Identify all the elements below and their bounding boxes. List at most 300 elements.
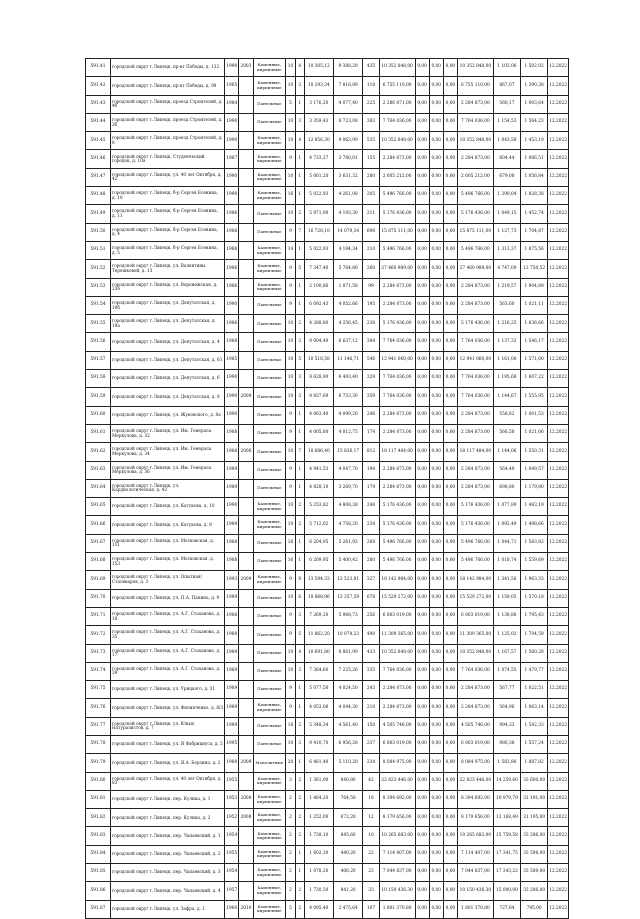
year-built-cell: 1988 — [225, 424, 239, 442]
fund-cost-cell: 0,00 — [415, 333, 429, 351]
local-cost-cell: 0,00 — [443, 241, 457, 259]
fund-cost-cell: 0,00 — [415, 498, 429, 516]
max-unit-cost-cell: 1 704,87 — [521, 223, 548, 241]
wall-material-cell: Панельные — [253, 333, 286, 351]
living-area-cell: 3 631,32 — [333, 168, 362, 186]
max-unit-cost-cell: 1 546,17 — [521, 333, 548, 351]
row-number-cell: 591.86 — [86, 882, 111, 900]
local-cost-cell: 0,00 — [443, 278, 457, 296]
local-cost-cell: 0,00 — [443, 479, 457, 497]
deadline-cell: 12.2022 — [548, 315, 569, 333]
fund-cost-cell: 0,00 — [415, 516, 429, 534]
residents-cell: 194 — [363, 461, 379, 479]
row-number-cell: 591.67 — [86, 534, 111, 552]
deadline-cell: 12.2022 — [548, 406, 569, 424]
wall-material-cell: Каменные, кирпичные — [253, 241, 286, 259]
fund-cost-cell: 0,00 — [415, 461, 429, 479]
living-area-cell: 4 193,30 — [333, 205, 362, 223]
owners-cost-cell: 2 284 873,00 — [457, 681, 493, 699]
entrances-cell: 3 — [295, 113, 304, 131]
deadline-cell: 12.2022 — [548, 260, 569, 278]
year-built-cell: 1988 — [225, 607, 239, 625]
max-unit-cost-cell: 1 875,56 — [521, 241, 548, 259]
total-area-cell: 6 092,43 — [304, 296, 333, 314]
address-cell: городской округ г.Липецк, ул. Кардиологическая, д. 42 — [111, 479, 225, 497]
floors-cell: 16 — [286, 187, 296, 205]
owners-cost-cell: 18 117 484,00 — [457, 443, 493, 461]
wall-material-cell: Каменные, кирпичные — [253, 699, 286, 717]
owners-cost-cell: 5 496 766,00 — [457, 553, 493, 571]
fund-cost-cell: 0,00 — [415, 845, 429, 863]
living-area-cell: 4 012,75 — [333, 424, 362, 442]
budget-cost-cell: 0,00 — [429, 553, 443, 571]
unit-cost-cell: 566,58 — [493, 424, 520, 442]
table-row — [86, 882, 569, 900]
local-cost-cell: 0,00 — [443, 461, 457, 479]
row-number-cell: 591.65 — [86, 498, 111, 516]
wall-material-cell: Панельные — [253, 315, 286, 333]
total-area-cell: 1 602,30 — [304, 845, 333, 863]
max-unit-cost-cell: 1 179,80 — [521, 479, 548, 497]
address-cell: городской округ г.Липецк, пер. Кулика, д. 1 — [111, 790, 225, 808]
fund-cost-cell: 0,00 — [415, 681, 429, 699]
address-cell: городской округ г.Липецк, ул. Катукова, д. 10 — [111, 498, 225, 516]
address-cell: городской округ г.Липецк, ул. Им. Генерала Меркулова, д. 36 — [111, 461, 225, 479]
wall-material-cell: Каменные, кирпичные — [253, 571, 286, 589]
local-cost-cell: 0,00 — [443, 333, 457, 351]
total-area-cell: 7 364,60 — [304, 662, 333, 680]
total-cost-cell: 6 803 019,00 — [379, 607, 415, 625]
total-area-cell: 5 712,02 — [304, 516, 333, 534]
entrances-cell: 7 — [295, 223, 304, 241]
year-renovated-cell — [239, 864, 253, 882]
unit-cost-cell: 1 074,55 — [493, 662, 520, 680]
floors-cell: 10 — [286, 333, 296, 351]
address-cell: городской округ г.Липецк, ул. Им. Генерала Меркулова, д. 32 — [111, 424, 225, 442]
row-number-cell: 591.74 — [86, 662, 111, 680]
unit-cost-cell: 1 159,05 — [493, 589, 520, 607]
total-cost-cell: 2 284 873,00 — [379, 681, 415, 699]
owners-cost-cell: 5 176 436,00 — [457, 498, 493, 516]
owners-cost-cell: 2 605 212,00 — [457, 168, 493, 186]
year-built-cell: 1990 — [225, 168, 239, 186]
year-renovated-cell — [239, 205, 253, 223]
owners-cost-cell: 2 284 873,00 — [457, 150, 493, 168]
wall-material-cell: Каменные, кирпичные — [253, 790, 286, 808]
wall-material-cell: Панельные — [253, 113, 286, 131]
year-built-cell: 1990 — [225, 296, 239, 314]
row-number-cell: 591.71 — [86, 607, 111, 625]
fund-cost-cell: 0,00 — [415, 809, 429, 827]
wall-material-cell: Панельные — [253, 95, 286, 113]
living-area-cell: 845,60 — [333, 827, 362, 845]
fund-cost-cell: 0,00 — [415, 754, 429, 772]
year-built-cell: 1986 — [225, 278, 239, 296]
floors-cell: 9 — [286, 461, 296, 479]
entrances-cell: 2 — [295, 790, 304, 808]
owners-cost-cell: 2 284 873,00 — [457, 95, 493, 113]
year-renovated-cell — [239, 479, 253, 497]
wall-material-cell: Панельные — [253, 406, 286, 424]
total-cost-cell: 1 801 370,80 — [379, 900, 415, 918]
local-cost-cell: 0,00 — [443, 443, 457, 461]
wall-material-cell: Каменные, кирпичные — [253, 772, 286, 790]
max-unit-cost-cell: 1 555,95 — [521, 388, 548, 406]
fund-cost-cell: 0,00 — [415, 607, 429, 625]
living-area-cell: 15 836,17 — [333, 443, 362, 461]
fund-cost-cell: 0,00 — [415, 699, 429, 717]
table-row — [86, 845, 569, 863]
fund-cost-cell: 0,00 — [415, 278, 429, 296]
deadline-cell: 12.2022 — [548, 571, 569, 589]
address-cell: городской округ г.Липецк, ул. Московская, д. 151 — [111, 534, 225, 552]
unit-cost-cell: 558,62 — [493, 406, 520, 424]
budget-cost-cell: 0,00 — [429, 882, 443, 900]
max-unit-cost-cell: 1 963,33 — [521, 571, 548, 589]
document-page — [85, 58, 569, 919]
entrances-cell: 1 — [295, 479, 304, 497]
unit-cost-cell: 980,38 — [493, 735, 520, 753]
total-area-cell: 4 941,53 — [304, 461, 333, 479]
entrances-cell: 1 — [295, 461, 304, 479]
fund-cost-cell: 0,00 — [415, 827, 429, 845]
year-renovated-cell — [239, 461, 253, 479]
entrances-cell: 1 — [295, 278, 304, 296]
floors-cell: 10 — [286, 113, 296, 131]
unit-cost-cell: 1 195,68 — [493, 370, 520, 388]
wall-material-cell: Панельные — [253, 735, 286, 753]
local-cost-cell: 0,00 — [443, 113, 457, 131]
floors-cell: 10 — [286, 370, 296, 388]
year-built-cell: 1989 — [225, 589, 239, 607]
row-number-cell: 591.61 — [86, 424, 111, 442]
wall-material-cell: Каменные, кирпичные — [253, 168, 286, 186]
deadline-cell: 12.2022 — [548, 553, 569, 571]
wall-material-cell: Панельные — [253, 717, 286, 735]
local-cost-cell: 0,00 — [443, 845, 457, 863]
year-renovated-cell — [239, 699, 253, 717]
owners-cost-cell: 2 284 873,00 — [457, 278, 493, 296]
entrances-cell: 1 — [295, 845, 304, 863]
living-area-cell: 5 261,93 — [333, 534, 362, 552]
year-built-cell: 1993 — [225, 571, 239, 589]
total-area-cell: 4 005,80 — [304, 424, 333, 442]
unit-cost-cell: 12 168,49 — [493, 809, 520, 827]
living-area-cell: 840,80 — [333, 772, 362, 790]
max-unit-cost-cell: 1 571,00 — [521, 351, 548, 369]
year-renovated-cell — [239, 223, 253, 241]
address-cell: городской округ г.Липецк, ул. П.А. Папина, д. 9 — [111, 589, 225, 607]
total-area-cell: 18 686,40 — [304, 443, 333, 461]
total-area-cell: 5 061,20 — [304, 168, 333, 186]
residents-cell: 383 — [363, 113, 379, 131]
owners-cost-cell: 12 941 060,00 — [457, 351, 493, 369]
table-row — [86, 790, 569, 808]
year-built-cell: 1987 — [225, 150, 239, 168]
owners-cost-cell: 5 496 766,00 — [457, 241, 493, 259]
total-area-cell: 1 738,10 — [304, 827, 333, 845]
floors-cell: 10 — [286, 516, 296, 534]
budget-cost-cell: 0,00 — [429, 388, 443, 406]
total-area-cell: 5 253,82 — [304, 498, 333, 516]
budget-cost-cell: 0,00 — [429, 644, 443, 662]
table-row — [86, 113, 569, 131]
total-cost-cell: 5 496 766,00 — [379, 534, 415, 552]
living-area-cell: 406,20 — [333, 864, 362, 882]
unit-cost-cell: 560,17 — [493, 95, 520, 113]
year-renovated-cell: 2008 — [239, 790, 253, 808]
total-cost-cell: 7 764 036,00 — [379, 388, 415, 406]
residents-cell: 433 — [363, 644, 379, 662]
budget-cost-cell: 0,00 — [429, 424, 443, 442]
floors-cell: 2 — [286, 882, 296, 900]
owners-cost-cell: 7 764 036,00 — [457, 388, 493, 406]
year-renovated-cell — [239, 772, 253, 790]
residents-cell: 243 — [363, 681, 379, 699]
floors-cell: 9 — [286, 150, 296, 168]
local-cost-cell: 0,00 — [443, 370, 457, 388]
row-number-cell: 591.84 — [86, 845, 111, 863]
row-number-cell: 591.43 — [86, 95, 111, 113]
row-number-cell: 591.48 — [86, 187, 111, 205]
deadline-cell: 12.2022 — [548, 77, 569, 95]
max-unit-cost-cell: 12 750,52 — [521, 260, 548, 278]
total-area-cell: 4 053,06 — [304, 699, 333, 717]
year-built-cell: 1989 — [225, 644, 239, 662]
fund-cost-cell: 0,00 — [415, 388, 429, 406]
budget-cost-cell: 0,00 — [429, 370, 443, 388]
entrances-cell: 4 — [295, 644, 304, 662]
wall-material-cell: Панельные — [253, 589, 286, 607]
table-row — [86, 296, 569, 314]
year-built-cell: 1990 — [225, 370, 239, 388]
entrances-cell: 2 — [295, 809, 304, 827]
living-area-cell: 4 256,45 — [333, 315, 362, 333]
table-row — [86, 260, 569, 278]
table-row — [86, 754, 569, 772]
residents-cell: 246 — [363, 406, 379, 424]
year-built-cell: 1989 — [225, 516, 239, 534]
owners-cost-cell: 22 823 446,00 — [457, 772, 493, 790]
local-cost-cell: 0,00 — [443, 864, 457, 882]
table-row — [86, 534, 569, 552]
total-cost-cell: 6 755 110,00 — [379, 77, 415, 95]
living-area-cell: 4 184,34 — [333, 241, 362, 259]
row-number-cell: 591.54 — [86, 296, 111, 314]
local-cost-cell: 0,00 — [443, 644, 457, 662]
deadline-cell: 12.2022 — [548, 790, 569, 808]
table-row — [86, 168, 569, 186]
wall-material-cell: Панельные — [253, 479, 286, 497]
row-number-cell: 591.51 — [86, 241, 111, 259]
unit-cost-cell: 1 137,32 — [493, 333, 520, 351]
entrances-cell: 2 — [295, 315, 304, 333]
wall-material-cell: Каменные, кирпичные — [253, 864, 286, 882]
wall-material-cell: Монолитные — [253, 754, 286, 772]
living-area-cell: 672,20 — [333, 809, 362, 827]
entrances-cell: 2 — [295, 900, 304, 918]
year-renovated-cell — [239, 626, 253, 644]
local-cost-cell: 0,00 — [443, 388, 457, 406]
unit-cost-cell: 698,80 — [493, 479, 520, 497]
unit-cost-cell: 1 044,71 — [493, 534, 520, 552]
local-cost-cell: 0,00 — [443, 662, 457, 680]
total-cost-cell: 5 496 766,00 — [379, 241, 415, 259]
row-number-cell: 591.68 — [86, 553, 111, 571]
floors-cell: 10 — [286, 77, 296, 95]
fund-cost-cell: 0,00 — [415, 882, 429, 900]
budget-cost-cell: 0,00 — [429, 699, 443, 717]
residents-cell: 195 — [363, 296, 379, 314]
wall-material-cell: Каменные, кирпичные — [253, 882, 286, 900]
residents-cell: 18 — [363, 790, 379, 808]
unit-cost-cell: 4 747,09 — [493, 260, 520, 278]
deadline-cell: 12.2022 — [548, 717, 569, 735]
total-cost-cell: 6 803 019,00 — [379, 735, 415, 753]
local-cost-cell: 0,00 — [443, 827, 457, 845]
entrances-cell: 1 — [295, 553, 304, 571]
unit-cost-cell: 1 049,15 — [493, 205, 520, 223]
row-number-cell: 591.53 — [86, 278, 111, 296]
table-row — [86, 662, 569, 680]
address-cell: городской округ г.Липецк, ул. 40 лет Октября, д. 83 — [111, 772, 225, 790]
address-cell: городской округ г.Липецк, ул. Депутатская, д. 10б — [111, 296, 225, 314]
fund-cost-cell: 0,00 — [415, 626, 429, 644]
total-cost-cell: 22 823 446,00 — [379, 772, 415, 790]
total-area-cell: 3 359,43 — [304, 113, 333, 131]
year-renovated-cell — [239, 534, 253, 552]
floors-cell: 2 — [286, 845, 296, 863]
total-area-cell: 10 293,34 — [304, 77, 333, 95]
total-cost-cell: 12 941 060,00 — [379, 351, 415, 369]
row-number-cell: 591.63 — [86, 461, 111, 479]
row-number-cell: 591.55 — [86, 315, 111, 333]
unit-cost-cell: 563,60 — [493, 296, 520, 314]
total-cost-cell: 10 150 436,30 — [379, 882, 415, 900]
address-cell: городской округ г.Липецк, ул. Депутатская, д. 8 — [111, 388, 225, 406]
living-area-cell: 4 077,40 — [333, 95, 362, 113]
budget-cost-cell: 0,00 — [429, 809, 443, 827]
total-area-cell: 4 063,40 — [304, 406, 333, 424]
total-area-cell: 12 856,30 — [304, 132, 333, 150]
table-row — [86, 424, 569, 442]
table-row — [86, 223, 569, 241]
entrances-cell: 3 — [295, 77, 304, 95]
wall-material-cell: Панельные — [253, 351, 286, 369]
wall-material-cell: Панельные — [253, 296, 286, 314]
address-cell: городской округ г.Липецк, ул. Я.А. Берзина, д. 2 — [111, 754, 225, 772]
floors-cell: 5 — [286, 95, 296, 113]
fund-cost-cell: 0,00 — [415, 315, 429, 333]
year-built-cell: 1990 — [225, 59, 239, 77]
deadline-cell: 12.2022 — [548, 882, 569, 900]
year-renovated-cell — [239, 132, 253, 150]
address-cell: городской округ г.Липецк, пр-кт Победы, д. 98 — [111, 77, 225, 95]
total-area-cell: 10 518,58 — [304, 351, 333, 369]
address-cell: городской округ г.Липецк, ул. Я Фабрициуса, д. 5 — [111, 735, 225, 753]
total-area-cell: 9 410,70 — [304, 735, 333, 753]
year-built-cell: 1965 — [225, 77, 239, 95]
deadline-cell: 12.2022 — [548, 113, 569, 131]
budget-cost-cell: 0,00 — [429, 77, 443, 95]
table-row — [86, 644, 569, 662]
local-cost-cell: 0,00 — [443, 260, 457, 278]
floors-cell: 9 — [286, 223, 296, 241]
owners-cost-cell: 7 764 036,00 — [457, 113, 493, 131]
max-unit-cost-cell: 31 191,00 — [521, 790, 548, 808]
year-renovated-cell — [239, 882, 253, 900]
year-built-cell: 1990 — [225, 187, 239, 205]
table-row — [86, 205, 569, 223]
residents-cell: 107 — [363, 900, 379, 918]
row-number-cell: 591.64 — [86, 479, 111, 497]
floors-cell: 9 — [286, 406, 296, 424]
entrances-cell: 1 — [295, 150, 304, 168]
unit-cost-cell: 1 216,25 — [493, 315, 520, 333]
residents-cell: 22 — [363, 845, 379, 863]
floors-cell: 2 — [286, 790, 296, 808]
living-area-cell: 6 493,40 — [333, 370, 362, 388]
local-cost-cell: 0,00 — [443, 553, 457, 571]
row-number-cell: 591.79 — [86, 754, 111, 772]
local-cost-cell: 0,00 — [443, 187, 457, 205]
wall-material-cell: Каменные, кирпичные — [253, 59, 286, 77]
owners-cost-cell: 5 176 436,00 — [457, 315, 493, 333]
entrances-cell: 6 — [295, 589, 304, 607]
owners-cost-cell: 5 496 766,00 — [457, 534, 493, 552]
total-cost-cell: 2 605 212,00 — [379, 168, 415, 186]
row-number-cell: 591.49 — [86, 205, 111, 223]
row-number-cell: 591.44 — [86, 113, 111, 131]
deadline-cell: 12.2022 — [548, 772, 569, 790]
residents-cell: 210 — [363, 241, 379, 259]
residents-cell: 248 — [363, 498, 379, 516]
local-cost-cell: 0,00 — [443, 772, 457, 790]
year-renovated-cell — [239, 498, 253, 516]
entrances-cell: 5 — [295, 626, 304, 644]
address-cell: городской округ г.Липецк, ул. Валентины Терешковой, д. 13 — [111, 260, 225, 278]
owners-cost-cell: 2 284 873,00 — [457, 461, 493, 479]
row-number-cell: 591.82 — [86, 809, 111, 827]
owners-cost-cell: 7 044 837,00 — [457, 864, 493, 882]
table-row — [86, 241, 569, 259]
year-renovated-cell — [239, 516, 253, 534]
budget-cost-cell: 0,00 — [429, 681, 443, 699]
budget-cost-cell: 0,00 — [429, 900, 443, 918]
deadline-cell: 12.2022 — [548, 461, 569, 479]
owners-cost-cell: 5 176 436,00 — [457, 205, 493, 223]
year-renovated-cell — [239, 187, 253, 205]
living-area-cell: 4 808,38 — [333, 498, 362, 516]
year-built-cell: 1989 — [225, 681, 239, 699]
table-row — [86, 95, 569, 113]
residents-cell: 329 — [363, 370, 379, 388]
max-unit-cost-cell: 33 286,00 — [521, 827, 548, 845]
budget-cost-cell: 0,00 — [429, 132, 443, 150]
budget-cost-cell: 0,00 — [429, 516, 443, 534]
year-built-cell: 1988 — [225, 223, 239, 241]
living-area-cell: 14 079,34 — [333, 223, 362, 241]
address-cell: городской округ г.Липецк, ул. Жуковского, д. 8а — [111, 406, 225, 424]
address-cell: городской округ г.Липецк, ул. Опытная/Сталеваров, д. 3 — [111, 571, 225, 589]
wall-material-cell: Каменные, кирпичные — [253, 498, 286, 516]
year-built-cell: 1989 — [225, 461, 239, 479]
total-cost-cell: 5 496 766,00 — [379, 553, 415, 571]
residents-cell: 23 — [363, 864, 379, 882]
table-row — [86, 827, 569, 845]
max-unit-cost-cell: 1 001,53 — [521, 406, 548, 424]
residents-cell: 205 — [363, 187, 379, 205]
